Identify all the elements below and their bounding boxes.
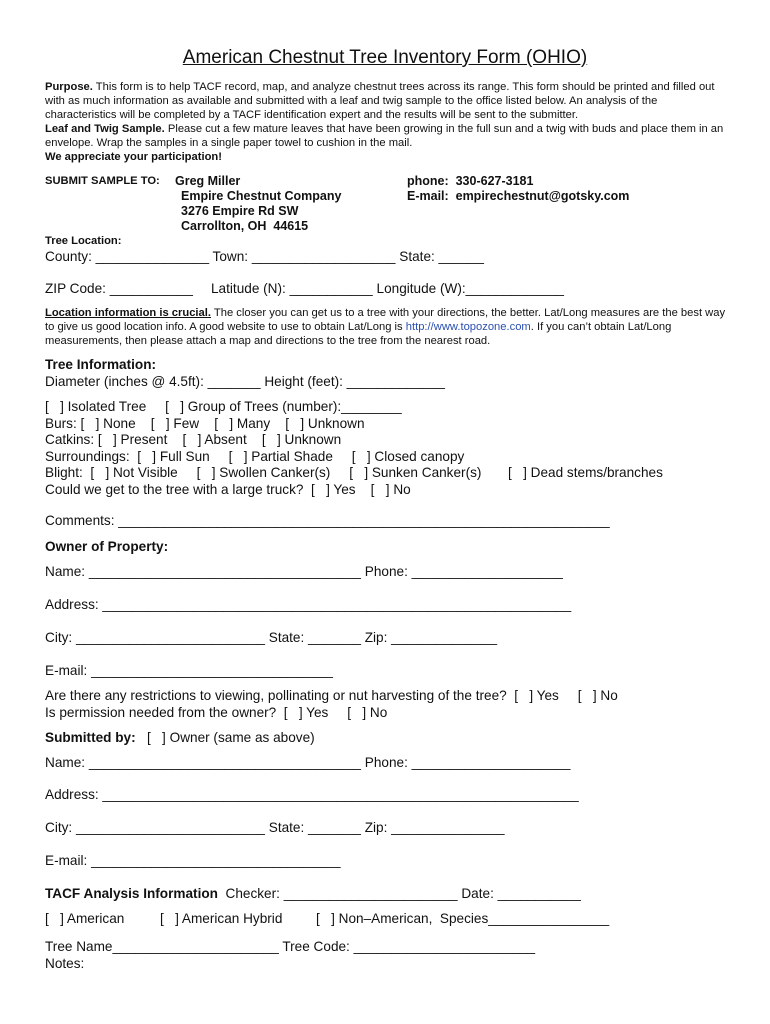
leaf-text: Please cut a few mature leaves that have been growing in the full sun and a twig with buds and place them in an envelope. Wrap the samples in a single paper towel to cushion in the mail. xyxy=(45,123,724,149)
submit-contact-name: Greg Miller xyxy=(175,174,241,188)
leaf-label: Leaf and Twig Sample. xyxy=(45,123,165,135)
leaf-paragraph xyxy=(45,122,727,150)
location-crucial-paragraph xyxy=(45,306,727,348)
county-town-state-fields[interactable]: County: _______________ Town: ___________________ State: ______ xyxy=(45,249,484,264)
american-checkbox[interactable]: [ ] American xyxy=(45,911,125,926)
notes-label: Notes: xyxy=(45,956,85,971)
checker-date-fields[interactable]: Checker: _______________________ Date: ___________ xyxy=(217,886,581,901)
dead-stems-checkbox[interactable]: [ ] Dead stems/branches xyxy=(508,465,663,480)
submitter-city-state-zip-fields[interactable]: City: _________________________ State: _______ Zip: _______________ xyxy=(45,820,505,835)
form-title: American Chestnut Tree Inventory Form (OHIO) xyxy=(182,47,588,68)
submit-phone: phone: 330-627-3181 xyxy=(407,174,534,188)
analysis-row xyxy=(45,886,581,901)
owner-address-field[interactable]: Address: ______________________________________________________________ xyxy=(45,597,572,612)
american-hybrid-checkbox[interactable]: [ ] American Hybrid xyxy=(160,911,283,926)
topozone-link[interactable]: http://www.topozone.com xyxy=(405,321,531,333)
tree-information-heading: Tree Information: xyxy=(45,357,157,372)
submitter-email-field[interactable]: E-mail: _________________________________ xyxy=(45,853,341,868)
purpose-text: This form is to help TACF record, map, and analyze chestnut trees across its range. This form should be printed and filled out with as much information as available and submitted with a leaf and twig sample to the office listed below. An analysis of the characteristics will be completed by a TACF identification expert and the results will be sent to the submitter. xyxy=(45,81,715,121)
restrictions-checkboxes[interactable]: Are there any restrictions to viewing, pollinating or nut harvesting of the tree? [ ] Yes [ ] No xyxy=(45,688,618,703)
tree-location-heading: Tree Location: xyxy=(45,235,122,247)
purpose-paragraph xyxy=(45,80,727,122)
purpose-label: Purpose. xyxy=(45,81,93,93)
submitter-address-field[interactable]: Address: _______________________________________________________________ xyxy=(45,787,579,802)
owner-heading: Owner of Property: xyxy=(45,539,169,554)
truck-access-checkboxes[interactable]: Could we get to the tree with a large truck? [ ] Yes [ ] No xyxy=(45,482,411,497)
isolated-group-checkboxes[interactable]: [ ] Isolated Tree [ ] Group of Trees (number):________ xyxy=(45,399,402,414)
submit-city: Carrollton, OH 44615 xyxy=(181,219,309,233)
appreciation-text: We appreciate your participation! xyxy=(45,151,222,163)
diameter-height-fields[interactable]: Diameter (inches @ 4.5ft): _______ Height (feet): _____________ xyxy=(45,374,445,389)
submit-label: SUBMIT SAMPLE TO: xyxy=(45,175,160,187)
crucial-text: The closer you can get us to a tree with your directions, the better. Lat/Long measures are the best way to give us good location info. A good website to use to obtain Lat/Long is xyxy=(45,307,726,333)
non-american-species-field[interactable]: [ ] Non–American, Species________________ xyxy=(316,911,610,926)
blight-checkboxes[interactable]: Blight: [ ] Not Visible [ ] Swollen Canker(s) [ ] Sunken Canker(s) xyxy=(45,465,482,480)
submit-street: 3276 Empire Rd SW xyxy=(181,204,299,218)
crucial-label: Location information is crucial. xyxy=(45,307,211,319)
tree-name-code-fields[interactable]: Tree Name______________________ Tree Code: ________________________ xyxy=(45,939,536,954)
owner-name-phone-fields[interactable]: Name: ____________________________________ Phone: ____________________ xyxy=(45,564,563,579)
submit-company: Empire Chestnut Company xyxy=(181,189,342,203)
surroundings-checkboxes[interactable]: Surroundings: [ ] Full Sun [ ] Partial Shade [ ] Closed canopy xyxy=(45,449,465,464)
comments-field[interactable]: Comments: _________________________________________________________________ xyxy=(45,513,610,528)
crucial-text-end: . If you can’t obtain Lat/Long measurements, then please attach a map and directions to the tree from the nearest road. xyxy=(45,321,672,347)
catkins-checkboxes[interactable]: Catkins: [ ] Present [ ] Absent [ ] Unknown xyxy=(45,432,342,447)
submitted-by-row xyxy=(45,730,315,745)
burs-checkboxes[interactable]: Burs: [ ] None [ ] Few [ ] Many [ ] Unknown xyxy=(45,416,365,431)
permission-checkboxes[interactable]: Is permission needed from the owner? [ ] Yes [ ] No xyxy=(45,705,388,720)
analysis-heading: TACF Analysis Information xyxy=(45,886,218,901)
owner-same-checkbox[interactable]: [ ] Owner (same as above) xyxy=(135,730,315,745)
submitter-name-phone-fields[interactable]: Name: ____________________________________ Phone: _____________________ xyxy=(45,755,571,770)
owner-city-state-zip-fields[interactable]: City: _________________________ State: _______ Zip: ______________ xyxy=(45,630,498,645)
submitted-by-heading: Submitted by: xyxy=(45,730,136,745)
zip-field[interactable]: ZIP Code: ___________ xyxy=(45,281,193,296)
lat-long-fields[interactable]: Latitude (N): ___________ Longitude (W):_____________ xyxy=(211,281,564,296)
owner-email-field[interactable]: E-mail: ________________________________ xyxy=(45,663,333,678)
submit-email: E-mail: empirechestnut@gotsky.com xyxy=(407,189,630,203)
